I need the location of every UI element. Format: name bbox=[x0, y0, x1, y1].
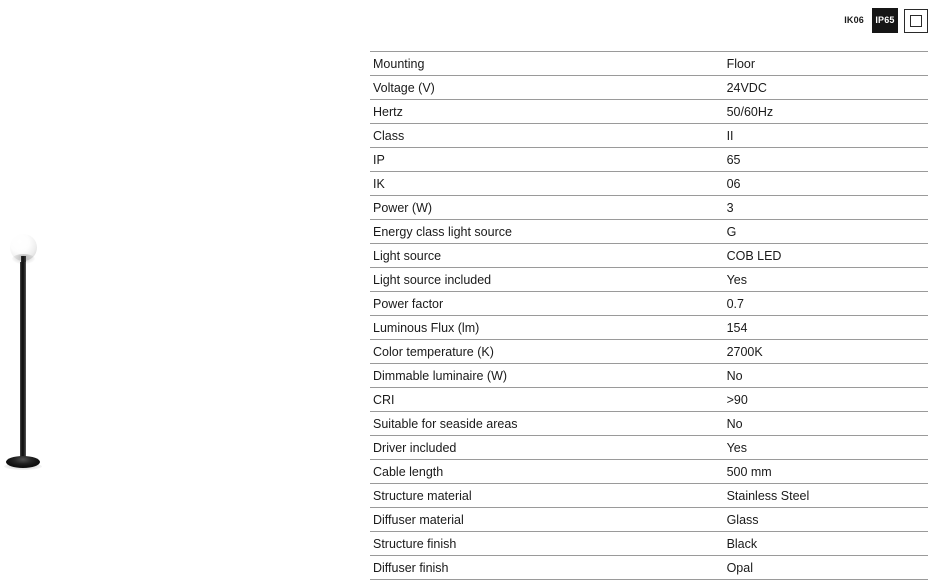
spec-row bbox=[370, 316, 928, 340]
spec-value: G bbox=[723, 220, 928, 244]
spec-row bbox=[370, 52, 928, 76]
lamp-pole bbox=[20, 262, 26, 462]
spec-value: COB LED bbox=[723, 244, 928, 268]
spec-value: Yes bbox=[723, 268, 928, 292]
spec-label: Color temperature (K) bbox=[370, 340, 723, 364]
spec-label: Energy class light source bbox=[370, 220, 723, 244]
spec-value: Floor bbox=[723, 52, 928, 76]
spec-value: Stainless Steel bbox=[723, 484, 928, 508]
spec-value: Opal bbox=[723, 556, 928, 580]
spec-label: Luminous Flux (lm) bbox=[370, 316, 723, 340]
spec-row bbox=[370, 460, 928, 484]
spec-label: Driver included bbox=[370, 436, 723, 460]
spec-value: 65 bbox=[723, 148, 928, 172]
spec-value: No bbox=[723, 412, 928, 436]
class-two-inner-square bbox=[910, 15, 922, 27]
spec-value: 500 mm bbox=[723, 460, 928, 484]
spec-value: >90 bbox=[723, 388, 928, 412]
spec-label: Mounting bbox=[370, 52, 723, 76]
class-two-icon bbox=[904, 9, 928, 33]
spec-value: 24VDC bbox=[723, 76, 928, 100]
spec-value: 0.7 bbox=[723, 292, 928, 316]
spec-label: Structure material bbox=[370, 484, 723, 508]
spec-row bbox=[370, 124, 928, 148]
rating-badge-strip bbox=[842, 8, 928, 33]
spec-value: Glass bbox=[723, 508, 928, 532]
spec-value: 154 bbox=[723, 316, 928, 340]
spec-row bbox=[370, 196, 928, 220]
spec-value: 2700K bbox=[723, 340, 928, 364]
lamp-base-shadow bbox=[4, 463, 42, 470]
ik-rating-badge: IK06 bbox=[844, 15, 864, 25]
spec-row bbox=[370, 268, 928, 292]
spec-row bbox=[370, 292, 928, 316]
spec-row bbox=[370, 172, 928, 196]
spec-label: IK bbox=[370, 172, 723, 196]
spec-label: Class bbox=[370, 124, 723, 148]
spec-row bbox=[370, 100, 928, 124]
spec-label: Voltage (V) bbox=[370, 76, 723, 100]
spec-row bbox=[370, 76, 928, 100]
ip-rating-badge: IP65 bbox=[872, 8, 898, 33]
spec-value: II bbox=[723, 124, 928, 148]
spec-row bbox=[370, 412, 928, 436]
spec-label: Diffuser finish bbox=[370, 556, 723, 580]
spec-value: Black bbox=[723, 532, 928, 556]
spec-row bbox=[370, 508, 928, 532]
spec-row bbox=[370, 220, 928, 244]
specification-table bbox=[370, 51, 928, 580]
spec-row bbox=[370, 364, 928, 388]
spec-value: 50/60Hz bbox=[723, 100, 928, 124]
spec-value: Yes bbox=[723, 436, 928, 460]
spec-row bbox=[370, 340, 928, 364]
spec-label: Power factor bbox=[370, 292, 723, 316]
spec-label: Power (W) bbox=[370, 196, 723, 220]
spec-row bbox=[370, 484, 928, 508]
spec-label: Suitable for seaside areas bbox=[370, 412, 723, 436]
spec-row bbox=[370, 148, 928, 172]
spec-value: 06 bbox=[723, 172, 928, 196]
product-image bbox=[0, 0, 360, 584]
spec-label: Light source bbox=[370, 244, 723, 268]
spec-label: Diffuser material bbox=[370, 508, 723, 532]
spec-label: Cable length bbox=[370, 460, 723, 484]
spec-label: IP bbox=[370, 148, 723, 172]
spec-label: Light source included bbox=[370, 268, 723, 292]
spec-row bbox=[370, 556, 928, 580]
spec-row bbox=[370, 244, 928, 268]
spec-label: Dimmable luminaire (W) bbox=[370, 364, 723, 388]
spec-label: CRI bbox=[370, 388, 723, 412]
spec-label: Structure finish bbox=[370, 532, 723, 556]
spec-row bbox=[370, 532, 928, 556]
spec-label: Hertz bbox=[370, 100, 723, 124]
spec-row bbox=[370, 436, 928, 460]
specification-table-body bbox=[370, 52, 928, 580]
spec-value: 3 bbox=[723, 196, 928, 220]
spec-row bbox=[370, 388, 928, 412]
spec-value: No bbox=[723, 364, 928, 388]
